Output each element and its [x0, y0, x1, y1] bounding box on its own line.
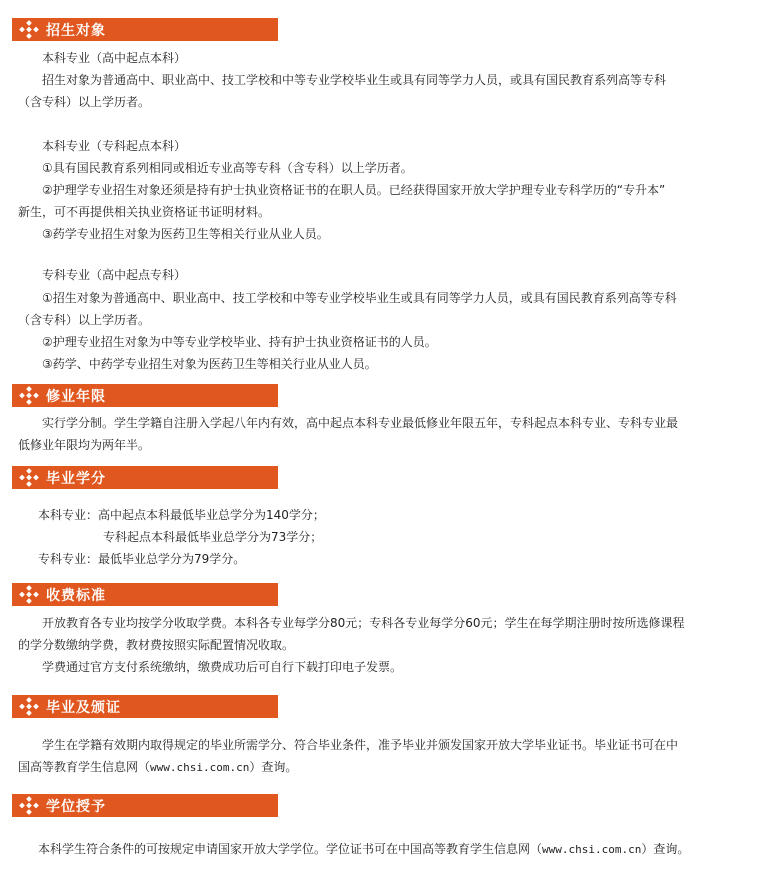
admission-text: ③药学、中药学专业招生对象为医药卫生等相关行业从业人员。 — [42, 357, 377, 371]
admission-text: ②护理专业招生对象为中等专业学校毕业、持有护士执业资格证书的人员。 — [42, 335, 437, 349]
degree-text — [38, 838, 689, 861]
section-header-graduation — [12, 695, 278, 718]
admission-text: （含专科）以上学历者。 — [18, 313, 151, 327]
credits-text: 专科起点本科最低毕业总学分为73学分； — [103, 530, 323, 544]
diamond-dots-icon — [12, 794, 46, 817]
chsi-link[interactable]: www.chsi.com.cn — [542, 843, 642, 856]
fees-text: 的学分数缴纳学费，教材费按照实际配置情况收取。 — [18, 638, 295, 652]
graduation-text-pre: 国高等教育学生信息网（ — [18, 760, 151, 774]
section-header-duration — [12, 384, 278, 407]
admission-text: ①招生对象为普通高中、职业高中、技工学校和中等专业学校毕业生或具有同等学力人员，或具有国民教育系列高等专科 — [42, 291, 677, 305]
graduation-text — [18, 756, 297, 779]
section-header-credits — [12, 466, 278, 489]
diamond-dots-icon — [12, 695, 46, 718]
diamond-dots-icon — [12, 18, 46, 41]
admission-text: ①具有国民教育系列相同或相近专业高等专科（含专科）以上学历者。 — [42, 161, 413, 175]
admission-text: （含专科）以上学历者。 — [18, 95, 151, 109]
graduation-text-post: ）查询。 — [249, 760, 298, 774]
diamond-dots-icon — [12, 384, 46, 407]
section-title: 学位授予 — [46, 798, 106, 815]
diamond-dots-icon — [12, 466, 46, 489]
fees-text: 学费通过官方支付系统缴纳，缴费成功后可自行下载打印电子发票。 — [42, 660, 403, 674]
admission-text: ③药学专业招生对象为医药卫生等相关行业从业人员。 — [42, 227, 329, 241]
admission-subheading-2: 本科专业（专科起点本科） — [42, 139, 187, 153]
diamond-dots-icon — [12, 583, 46, 606]
admission-text: 新生，可不再提供相关执业资格证书证明材料。 — [18, 205, 271, 219]
credits-text: 本科专业：高中起点本科最低毕业总学分为140学分； — [38, 508, 325, 522]
degree-text-post: ）查询。 — [641, 842, 690, 856]
admission-subheading-3: 专科专业（高中起点专科） — [42, 268, 187, 282]
chsi-link[interactable]: www.chsi.com.cn — [150, 761, 250, 774]
section-header-degree — [12, 794, 278, 817]
fees-text: 开放教育各专业均按学分收取学费。本科各专业每学分80元；专科各专业每学分60元；学生在每学期注册时按所选修课程 — [42, 616, 685, 630]
admission-subheading-1: 本科专业（高中起点本科） — [42, 51, 187, 65]
graduation-text: 学生在学籍有效期内取得规定的毕业所需学分、符合毕业条件，准予毕业并颁发国家开放大学毕业证书。毕业证书可在中 — [42, 738, 679, 752]
duration-text: 实行学分制。学生学籍自注册入学起八年内有效，高中起点本科专业最低修业年限五年，专科起点本科专业、专科专业最 — [42, 416, 679, 430]
admission-text: 招生对象为普通高中、职业高中、技工学校和中等专业学校毕业生或具有同等学力人员，或具有国民教育系列高等专科 — [42, 73, 667, 87]
section-title: 毕业及颁证 — [46, 699, 121, 716]
credits-text: 专科专业：最低毕业总学分为79学分。 — [38, 552, 246, 566]
section-title: 毕业学分 — [46, 470, 106, 487]
duration-text: 低修业年限均为两年半。 — [18, 438, 151, 452]
section-title: 修业年限 — [46, 388, 106, 405]
section-header-fees — [12, 583, 278, 606]
section-title: 收费标准 — [46, 587, 106, 604]
admission-text: ②护理学专业招生对象还须是持有护士执业资格证书的在职人员。已经获得国家开放大学护理专业专科学历的“专升本” — [42, 183, 666, 197]
section-header-admission — [12, 18, 278, 41]
degree-text-pre: 本科学生符合条件的可按规定申请国家开放大学学位。学位证书可在中国高等教育学生信息网（ — [38, 842, 543, 856]
section-title: 招生对象 — [46, 22, 106, 39]
